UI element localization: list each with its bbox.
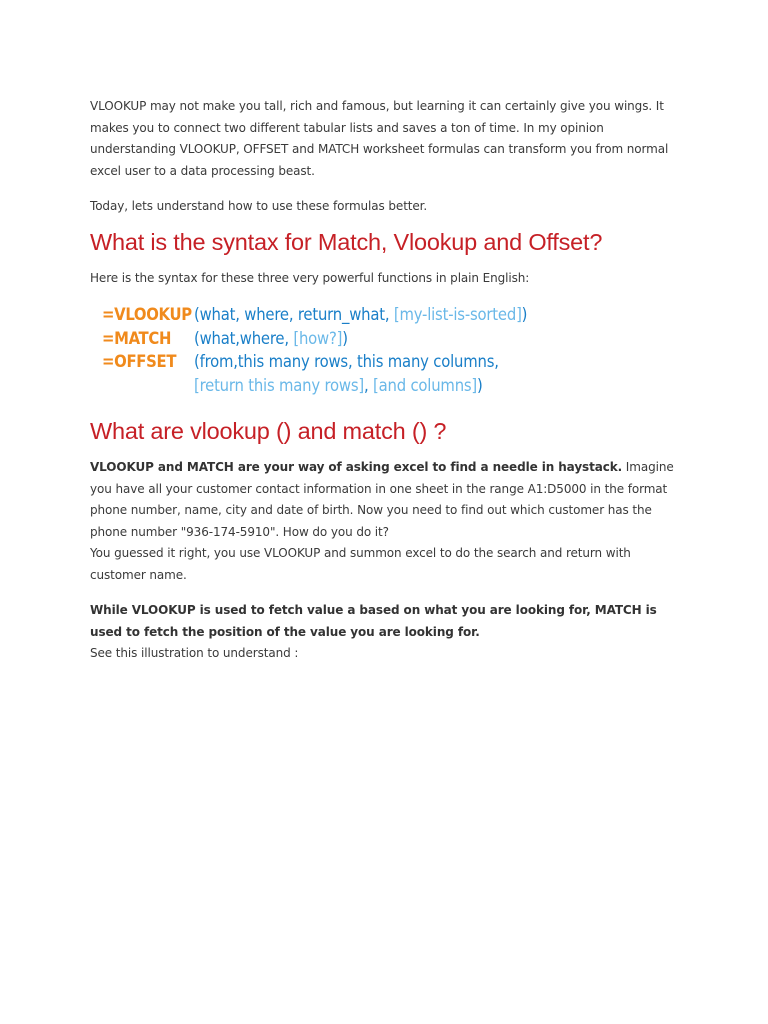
today-paragraph: Today, lets understand how to use these formulas better. — [90, 199, 428, 213]
difference-paragraph-bold: While VLOOKUP is used to fetch value a based on what you are looking for, MATCH is used to fetch the position of the value you are looking for. — [90, 603, 657, 639]
needle-paragraph-bold: VLOOKUP and MATCH are your way of asking excel to find a needle in haystack. — [90, 460, 623, 474]
offset-optional-columns: [and columns] — [373, 375, 478, 395]
offset-syntax-continuation — [194, 374, 483, 398]
match-arguments: (what,where, — [194, 328, 294, 348]
syntax-illustration — [102, 303, 680, 403]
difference-paragraph — [90, 600, 680, 643]
intro-paragraph: VLOOKUP may not make you tall, rich and famous, but learning it can certainly give you wings. It makes you to connect two different tabular lists and saves a ton of time. In my opinion understanding VLOOKUP, OFFSET and MATCH worksheet formulas can transform you from normal excel user to a data processing beast. — [90, 99, 669, 178]
vlookup-optional-argument: [my-list-is-sorted] — [393, 305, 522, 324]
offset-optional-rows: [return this many rows] — [194, 375, 364, 395]
offset-function-name: =OFFSET — [102, 352, 177, 371]
guessed-paragraph: You guessed it right, you use VLOOKUP and summon excel to do the search and return with customer name. — [90, 546, 631, 582]
offset-close-paren: ) — [477, 375, 483, 395]
match-syntax-line — [102, 327, 348, 351]
vlookup-arguments: (what, where, return_what, — [194, 305, 394, 324]
offset-separator: , — [363, 375, 374, 395]
vlookup-syntax-line — [102, 303, 527, 327]
offset-syntax-line — [102, 350, 499, 374]
match-function-name: =MATCH — [102, 328, 172, 348]
match-optional-argument: [how?] — [293, 328, 343, 348]
syntax-heading: What is the syntax for Match, Vlookup and Offset? — [90, 228, 603, 255]
vlookup-close-paren: ) — [521, 305, 528, 324]
document-page — [90, 96, 680, 665]
needle-paragraph — [90, 457, 680, 543]
illustration-caption: See this illustration to understand : — [90, 646, 299, 660]
match-close-paren: ) — [342, 328, 348, 348]
offset-arguments: (from,this many rows, this many columns, — [194, 352, 499, 371]
syntax-intro-text: Here is the syntax for these three very powerful functions in plain English: — [90, 270, 530, 285]
needle-paragraph-rest: Imagine you have all your customer contact information in one sheet in the range A1:D5000 in the format phone number, name, city and date of birth. Now you need to find out which customer has the phone number "936-174-5910". How do you do it? — [90, 460, 674, 539]
vlookup-function-name: =VLOOKUP — [102, 305, 192, 324]
vlookup-match-heading: What are vlookup () and match () ? — [90, 418, 447, 444]
